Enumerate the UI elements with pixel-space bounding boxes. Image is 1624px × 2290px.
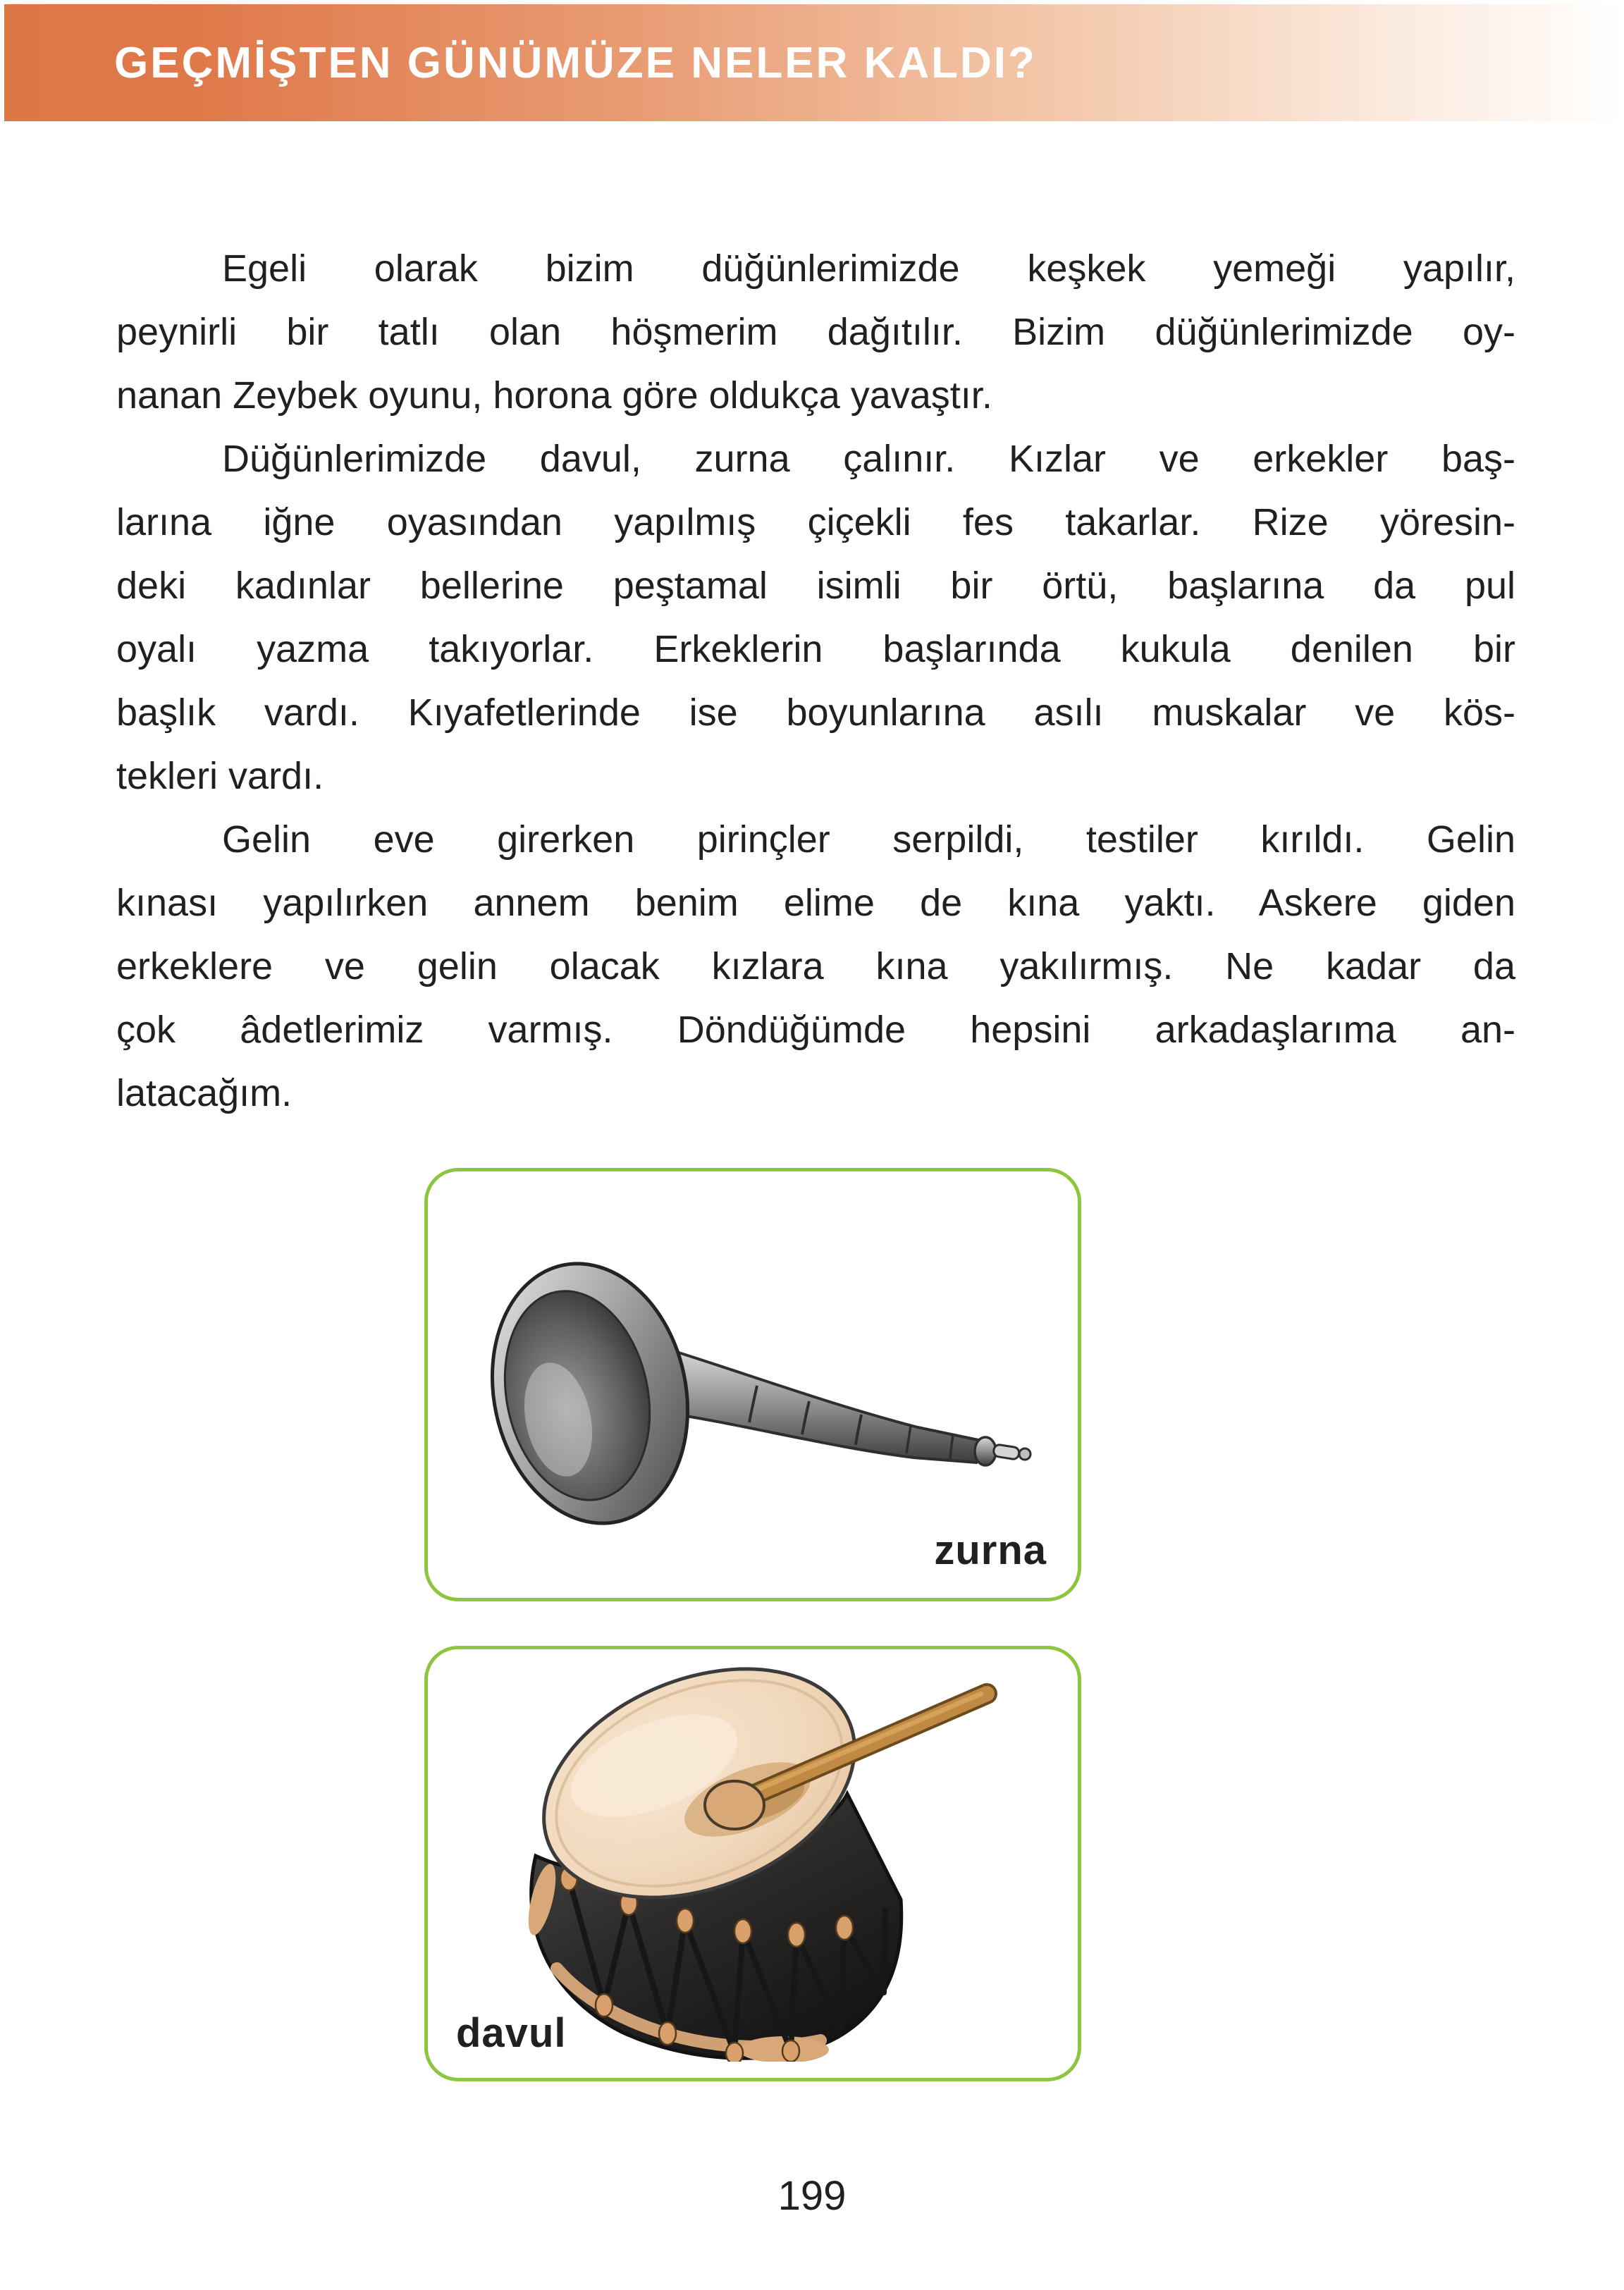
text-line: Egeli olarak bizim düğünlerimizde keşkek yemeği yapılır,	[222, 247, 1515, 290]
text-line: deki kadınlar bellerine peştamal isimli bir örtü, başlarına da pul	[116, 565, 1515, 607]
text-line: kınası yapılırken annem benim elime de kına yaktı. Askere giden	[116, 882, 1515, 924]
text-line: latacağım.	[116, 1072, 293, 1114]
chapter-title: GEÇMİŞTEN GÜNÜMÜZE NELER KALDI?	[114, 38, 1037, 87]
paragraph-1	[116, 237, 1515, 427]
text-line: çok âdetlerimiz varmış. Döndüğümde hepsini arkadaşlarıma an-	[116, 1009, 1515, 1051]
zurna-label: zurna	[934, 1527, 1047, 1573]
zurna-figure	[424, 1168, 1081, 1601]
zurna-illustration	[453, 1214, 1059, 1566]
paragraph-2	[116, 427, 1515, 808]
text-line: peynirli bir tatlı olan höşmerim dağıtılır. Bizim düğünlerimizde oy-	[116, 311, 1515, 353]
davul-illustration	[453, 1667, 1059, 2062]
davul-figure	[424, 1646, 1081, 2081]
text-line: larına iğne oyasından yapılmış çiçekli fes takarlar. Rize yöresin-	[116, 501, 1515, 543]
chapter-header-bar	[4, 4, 1624, 121]
text-line: Düğünlerimizde davul, zurna çalınır. Kızlar ve erkekler baş-	[222, 438, 1515, 480]
text-line: Gelin eve girerken pirinçler serpildi, testiler kırıldı. Gelin	[222, 818, 1515, 861]
page-number: 199	[777, 2173, 847, 2219]
text-line: oyalı yazma takıyorlar. Erkeklerin başlarında kukula denilen bir	[116, 628, 1515, 670]
paragraph-3	[116, 808, 1515, 1125]
text-line: başlık vardı. Kıyafetlerinde ise boyunlarına asılı muskalar ve kös-	[116, 691, 1515, 734]
text-line: nanan Zeybek oyunu, horona göre oldukça yavaştır.	[116, 374, 992, 417]
text-line: tekleri vardı.	[116, 755, 324, 797]
body-text	[116, 237, 1515, 1125]
text-line: erkeklere ve gelin olacak kızlara kına yakılırmış. Ne kadar da	[116, 945, 1515, 987]
davul-label: davul	[456, 2010, 567, 2056]
